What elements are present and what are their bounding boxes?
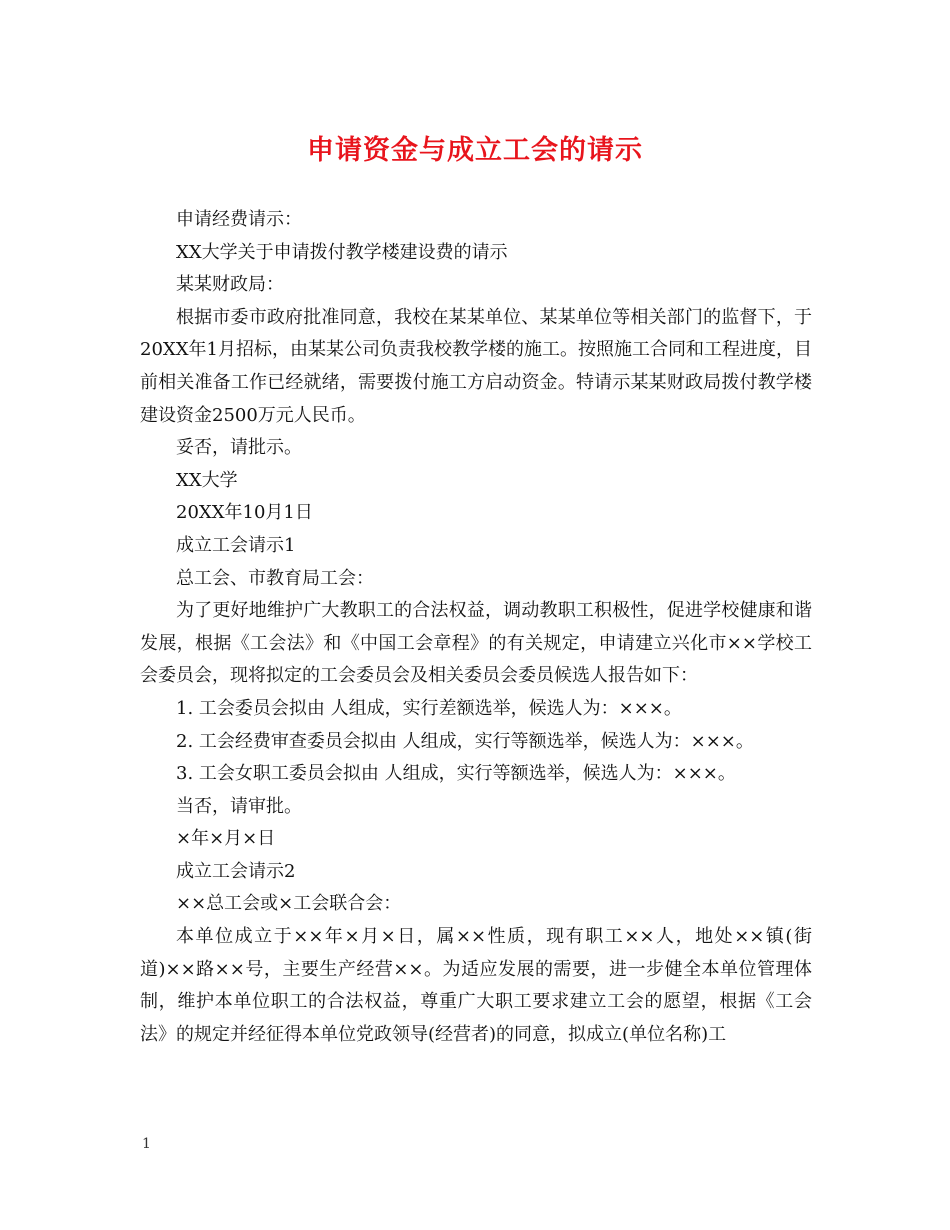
document-body: [140, 204, 812, 1051]
paragraph: 根据市委市政府批准同意，我校在某某单位、某某单位等相关部门的监督下，于20XX年1月招标，由某某公司负责我校教学楼的施工。按照施工合同和工程进度，目前相关准备工作已经就绪，需要拨付施工方启动资金。特请示某某财政局拨付教学楼建设资金2500万元人民币。: [140, 306, 812, 426]
paragraph: 本单位成立于××年×月×日，属××性质，现有职工××人，地处××镇(街道)××路××号，主要生产经营××。为适应发展的需要，进一步健全本单位管理体制，维护本单位职工的合法权益，尊重广大职工要求建立工会的愿望，根据《工会法》的规定并经征得本单位党政领导(经营者)的同意，拟成立(单位名称)工: [140, 926, 812, 1045]
paragraph: XX大学: [176, 469, 238, 491]
paragraph: 1. 工会委员会拟由 人组成，实行差额选举，候选人为：×××。: [176, 697, 682, 719]
paragraph: 妥否，请批示。: [176, 437, 302, 459]
paragraph: ××总工会或×工会联合会：: [176, 893, 402, 915]
paragraph: XX大学关于申请拨付教学楼建设费的请示: [176, 241, 508, 263]
paragraph: 当否，请审批。: [176, 795, 302, 817]
document-title: 申请资金与成立工会的请示: [307, 135, 643, 166]
paragraph: 为了更好地维护广大教职工的合法权益，调动教职工积极性，促进学校健康和谐发展，根据《工会法》和《中国工会章程》的有关规定，申请建立兴化市××学校工会委员会，现将拟定的工会委员会及相关委员会委员候选人报告如下：: [140, 600, 812, 687]
paragraph: 总工会、市教育局工会：: [176, 567, 374, 589]
paragraph: 成立工会请示2: [176, 860, 296, 882]
paragraph: 20XX年10月1日: [176, 502, 313, 524]
paragraph: 申请经费请示：: [176, 209, 302, 230]
paragraph: 3. 工会女职工委员会拟由 人组成，实行等额选举，候选人为：×××。: [176, 763, 736, 785]
paragraph: 2. 工会经费审查委员会拟由 人组成，实行等额选举，候选人为：×××。: [176, 730, 754, 752]
page-number: 1: [142, 1136, 151, 1152]
paragraph: 某某财政局：: [176, 274, 284, 296]
paragraph: 成立工会请示1: [176, 534, 296, 556]
paragraph: ×年×月×日: [176, 828, 276, 850]
